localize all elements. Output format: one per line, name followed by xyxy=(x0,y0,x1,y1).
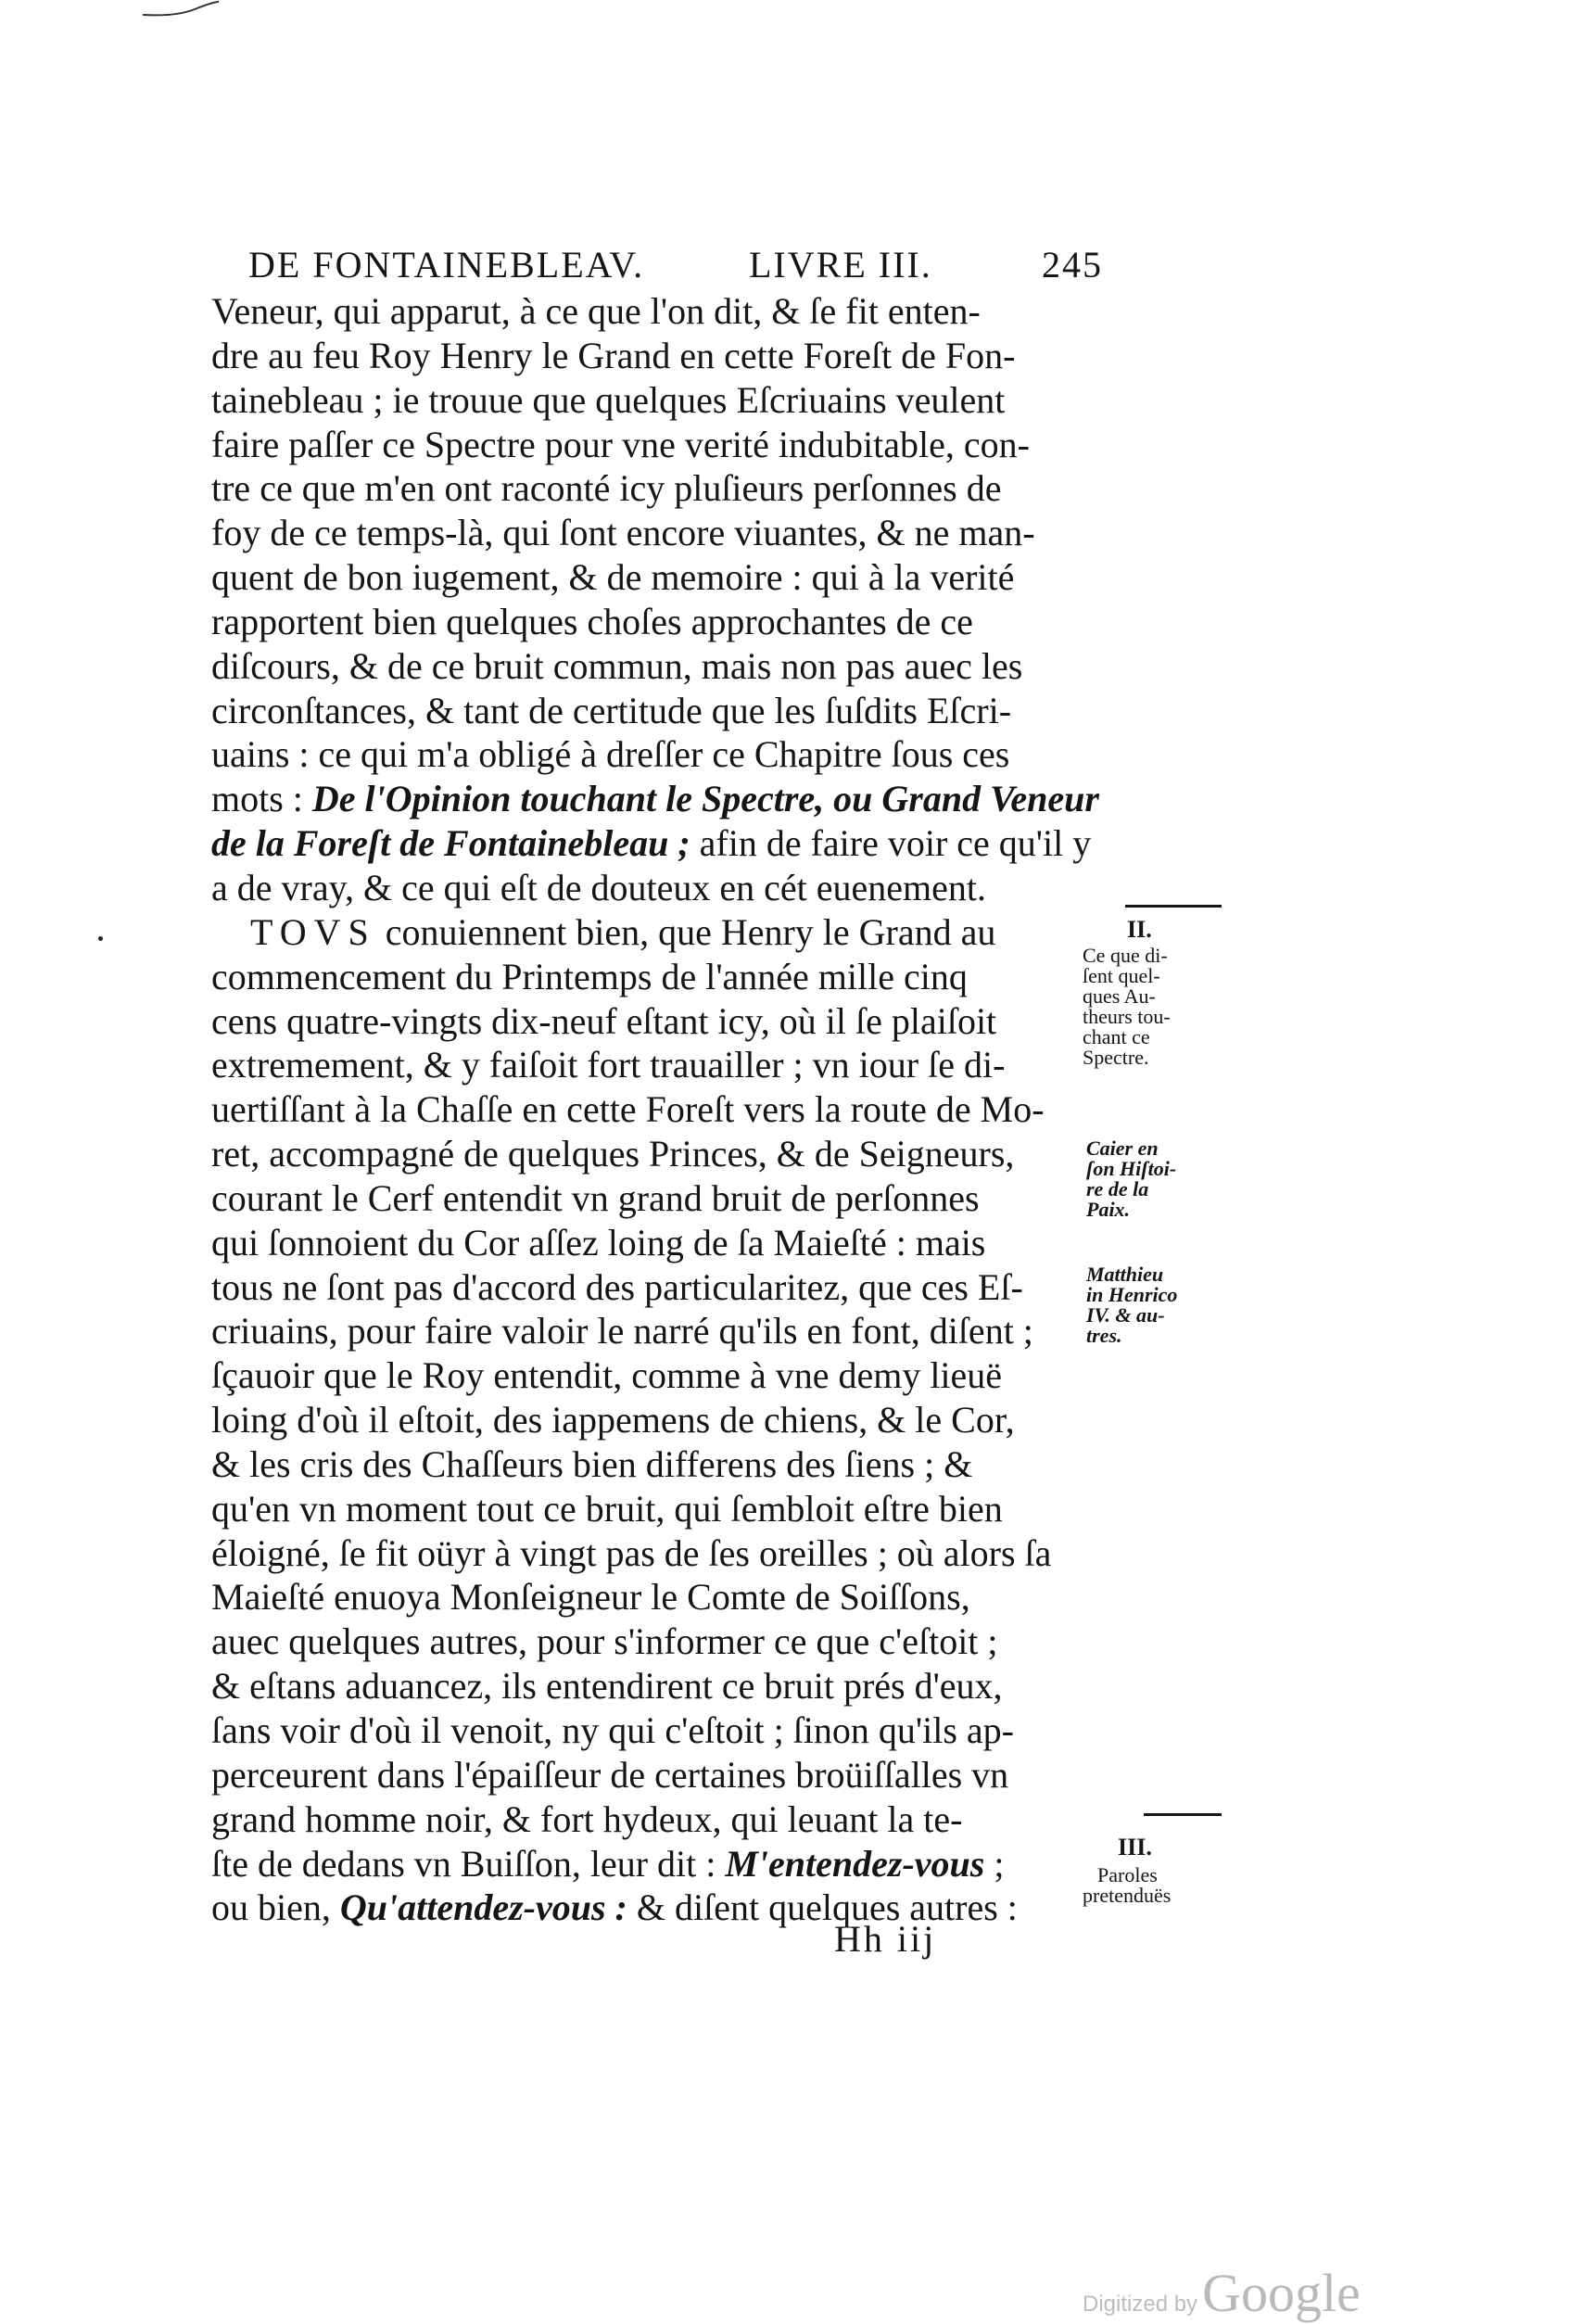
margin-citation-caier xyxy=(1086,1138,1176,1220)
corner-ink-mark xyxy=(139,0,222,20)
text-line: loing d'où il eſtoit, des iappemens de chiens, & le Cor, xyxy=(211,1399,1015,1441)
margin-note-line: theurs tou- xyxy=(1083,1005,1171,1028)
text-run: ſte de dedans vn Buiſſon, leur dit : xyxy=(211,1842,726,1885)
text-line: & eſtans aduancez, ils entendirent ce bruit prés d'eux, xyxy=(211,1665,1003,1708)
text-line: ſans voir d'où il venoit, ny qui c'eſtoit ; ſinon qu'ils ap- xyxy=(211,1709,1014,1751)
margin-note-line: Caier en xyxy=(1086,1137,1159,1160)
text-line-tovs xyxy=(211,910,1138,955)
margin-citation-matthieu xyxy=(1086,1264,1177,1346)
margin-note-line: in Henrico xyxy=(1086,1283,1178,1306)
text-line: faire paſſer ce Spectre pour vne verité indubitable, con- xyxy=(211,423,1030,465)
text-line: a de vray, & ce qui eſt de douteux en cét euenement. xyxy=(211,866,986,908)
text-line: rapportent bien quelques choſes approchantes de ce xyxy=(211,600,973,642)
digitized-watermark xyxy=(1083,2262,1361,2324)
margin-note-line: Matthieu xyxy=(1086,1263,1164,1286)
text-line: dre au feu Roy Henry le Grand en cette Foreſt de Fon- xyxy=(211,334,1016,376)
page-number: 245 xyxy=(1042,244,1103,286)
text-line-attendez xyxy=(211,1886,1138,1930)
body-text xyxy=(211,289,1138,1930)
text-line: ſçauoir que le Roy entendit, comme à vne demy lieuë xyxy=(211,1354,1003,1397)
text-line: perceurent dans l'épaiſſeur de certaines broüiſſalles vn xyxy=(211,1753,1009,1796)
text-line: & les cris des Chaſſeurs bien differens des ſiens ; & xyxy=(211,1442,973,1485)
marginalia xyxy=(1083,0,1212,2039)
italic-run: M'entendez-vous xyxy=(725,1842,985,1885)
text-line: foy de ce temps-là, qui ſont encore viuantes, & ne man- xyxy=(211,512,1035,554)
text-line: auec quelques autres, pour s'informer ce que c'eſtoit ; xyxy=(211,1620,998,1663)
text-line: extremement, & y faiſoit fort trauailler ; vn iour ſe di- xyxy=(211,1044,1006,1086)
text-line-entendez xyxy=(211,1842,1138,1886)
text-line-foret xyxy=(211,821,1138,866)
italic-run: Qu'attendez-vous : xyxy=(339,1886,627,1929)
margin-rule-bottom xyxy=(1144,1813,1222,1816)
margin-note-line: Spectre. xyxy=(1083,1046,1149,1069)
text-run: mots : xyxy=(211,778,312,820)
italic-run: de la Foreſt de Fontainebleau ; xyxy=(211,822,690,865)
text-line: Veneur, qui apparut, à ce que l'on dit, & ſe fit enten- xyxy=(211,290,981,332)
margin-note-line: ſon Hiſtoi- xyxy=(1086,1157,1177,1180)
text-run: ou bien, xyxy=(211,1886,340,1929)
text-line: circonſtances, & tant de certitude que les ſuſdits Eſcri- xyxy=(211,689,1012,731)
text-line: ret, accompagné de quelques Princes, & de Seigneurs, xyxy=(211,1133,1015,1175)
text-line: tre ce que m'en ont raconté icy pluſieurs perſonnes de xyxy=(211,467,1002,510)
margin-note-line: pretenduës xyxy=(1083,1884,1172,1907)
margin-note-line: Paix. xyxy=(1086,1198,1131,1221)
section-number: III. xyxy=(1118,1834,1152,1860)
text-line: Maieſté enuoya Monſeigneur le Comte de Soiſſons, xyxy=(211,1576,970,1619)
text-run: ; xyxy=(984,1842,1005,1885)
running-title: DE FONTAINEBLEAV. xyxy=(248,244,645,286)
margin-note-sources xyxy=(1083,946,1171,1068)
text-line: quent de bon iugement, & de memoire : qui à la verité xyxy=(211,556,1015,599)
page-header xyxy=(248,243,1138,289)
italic-run: De l'Opinion touchant le Spectre, ou Grand Veneur xyxy=(311,778,1099,820)
text-line: uains : ce qui m'a obligé à dreſſer ce Chapitre ſous ces xyxy=(211,733,1010,776)
text-run: conuiennent bien, que Henry le Grand au xyxy=(375,910,996,953)
text-line: grand homme noir, & fort hydeux, qui leuant la te- xyxy=(211,1797,963,1840)
margin-note-line: ſent quel- xyxy=(1083,964,1160,987)
margin-note-line: IV. & au- xyxy=(1086,1303,1165,1327)
watermark-prefix: Digitized by xyxy=(1083,2292,1198,2317)
margin-note-line: tres. xyxy=(1086,1324,1122,1347)
text-line: tainebleau ; ie trouue que quelques Eſcriuains veulent xyxy=(211,378,1006,421)
text-line: criuains, pour faire valoir le narré qu'ils en font, diſent ; xyxy=(211,1310,1033,1352)
text-run: afin de faire voir ce qu'il y xyxy=(690,822,1092,865)
margin-note-line: Paroles xyxy=(1097,1863,1158,1886)
margin-note-line: Ce que di- xyxy=(1083,944,1168,967)
text-line: éloigné, ſe fit oüyr à vingt pas de ſes oreilles ; où alors ſa xyxy=(211,1531,1052,1574)
section-number: II. xyxy=(1127,916,1152,943)
google-logo: Google xyxy=(1202,2263,1361,2323)
text-line: tous ne ſont pas d'accord des particularitez, que ces Eſ- xyxy=(211,1265,1023,1308)
text-line: uertiſſant à la Chaſſe en cette Foreſt vers la route de Mo- xyxy=(211,1088,1045,1131)
text-line: courant le Cerf entendit vn grand bruit de perſonnes xyxy=(211,1176,980,1219)
margin-note-paroles xyxy=(1083,1865,1171,1906)
margin-note-line: chant ce xyxy=(1083,1025,1150,1048)
text-line: diſcours, & de ce bruit commun, mais non pas auec les xyxy=(211,644,1023,687)
signature-mark: Hh iij xyxy=(834,1918,937,1960)
text-line: cens quatre-vingts dix-neuf eſtant icy, où il ſe plaiſoit xyxy=(211,999,997,1042)
text-line-mots xyxy=(211,777,1138,821)
book-label: LIVRE III. xyxy=(749,244,932,286)
margin-note-line: re de la xyxy=(1086,1177,1149,1200)
ink-speck xyxy=(98,936,103,941)
text-run: & diſent quelques autres : xyxy=(627,1886,1018,1929)
text-line: commencement du Printemps de l'année mille cinq xyxy=(211,955,968,997)
text-line: qui ſonnoient du Cor aſſez loing de ſa Maieſté : mais xyxy=(211,1221,986,1264)
text-line: qu'en vn moment tout ce bruit, qui ſembloit eſtre bien xyxy=(211,1487,1003,1530)
margin-note-line: ques Au- xyxy=(1083,984,1156,1008)
small-caps-run: TOVS xyxy=(250,910,376,953)
